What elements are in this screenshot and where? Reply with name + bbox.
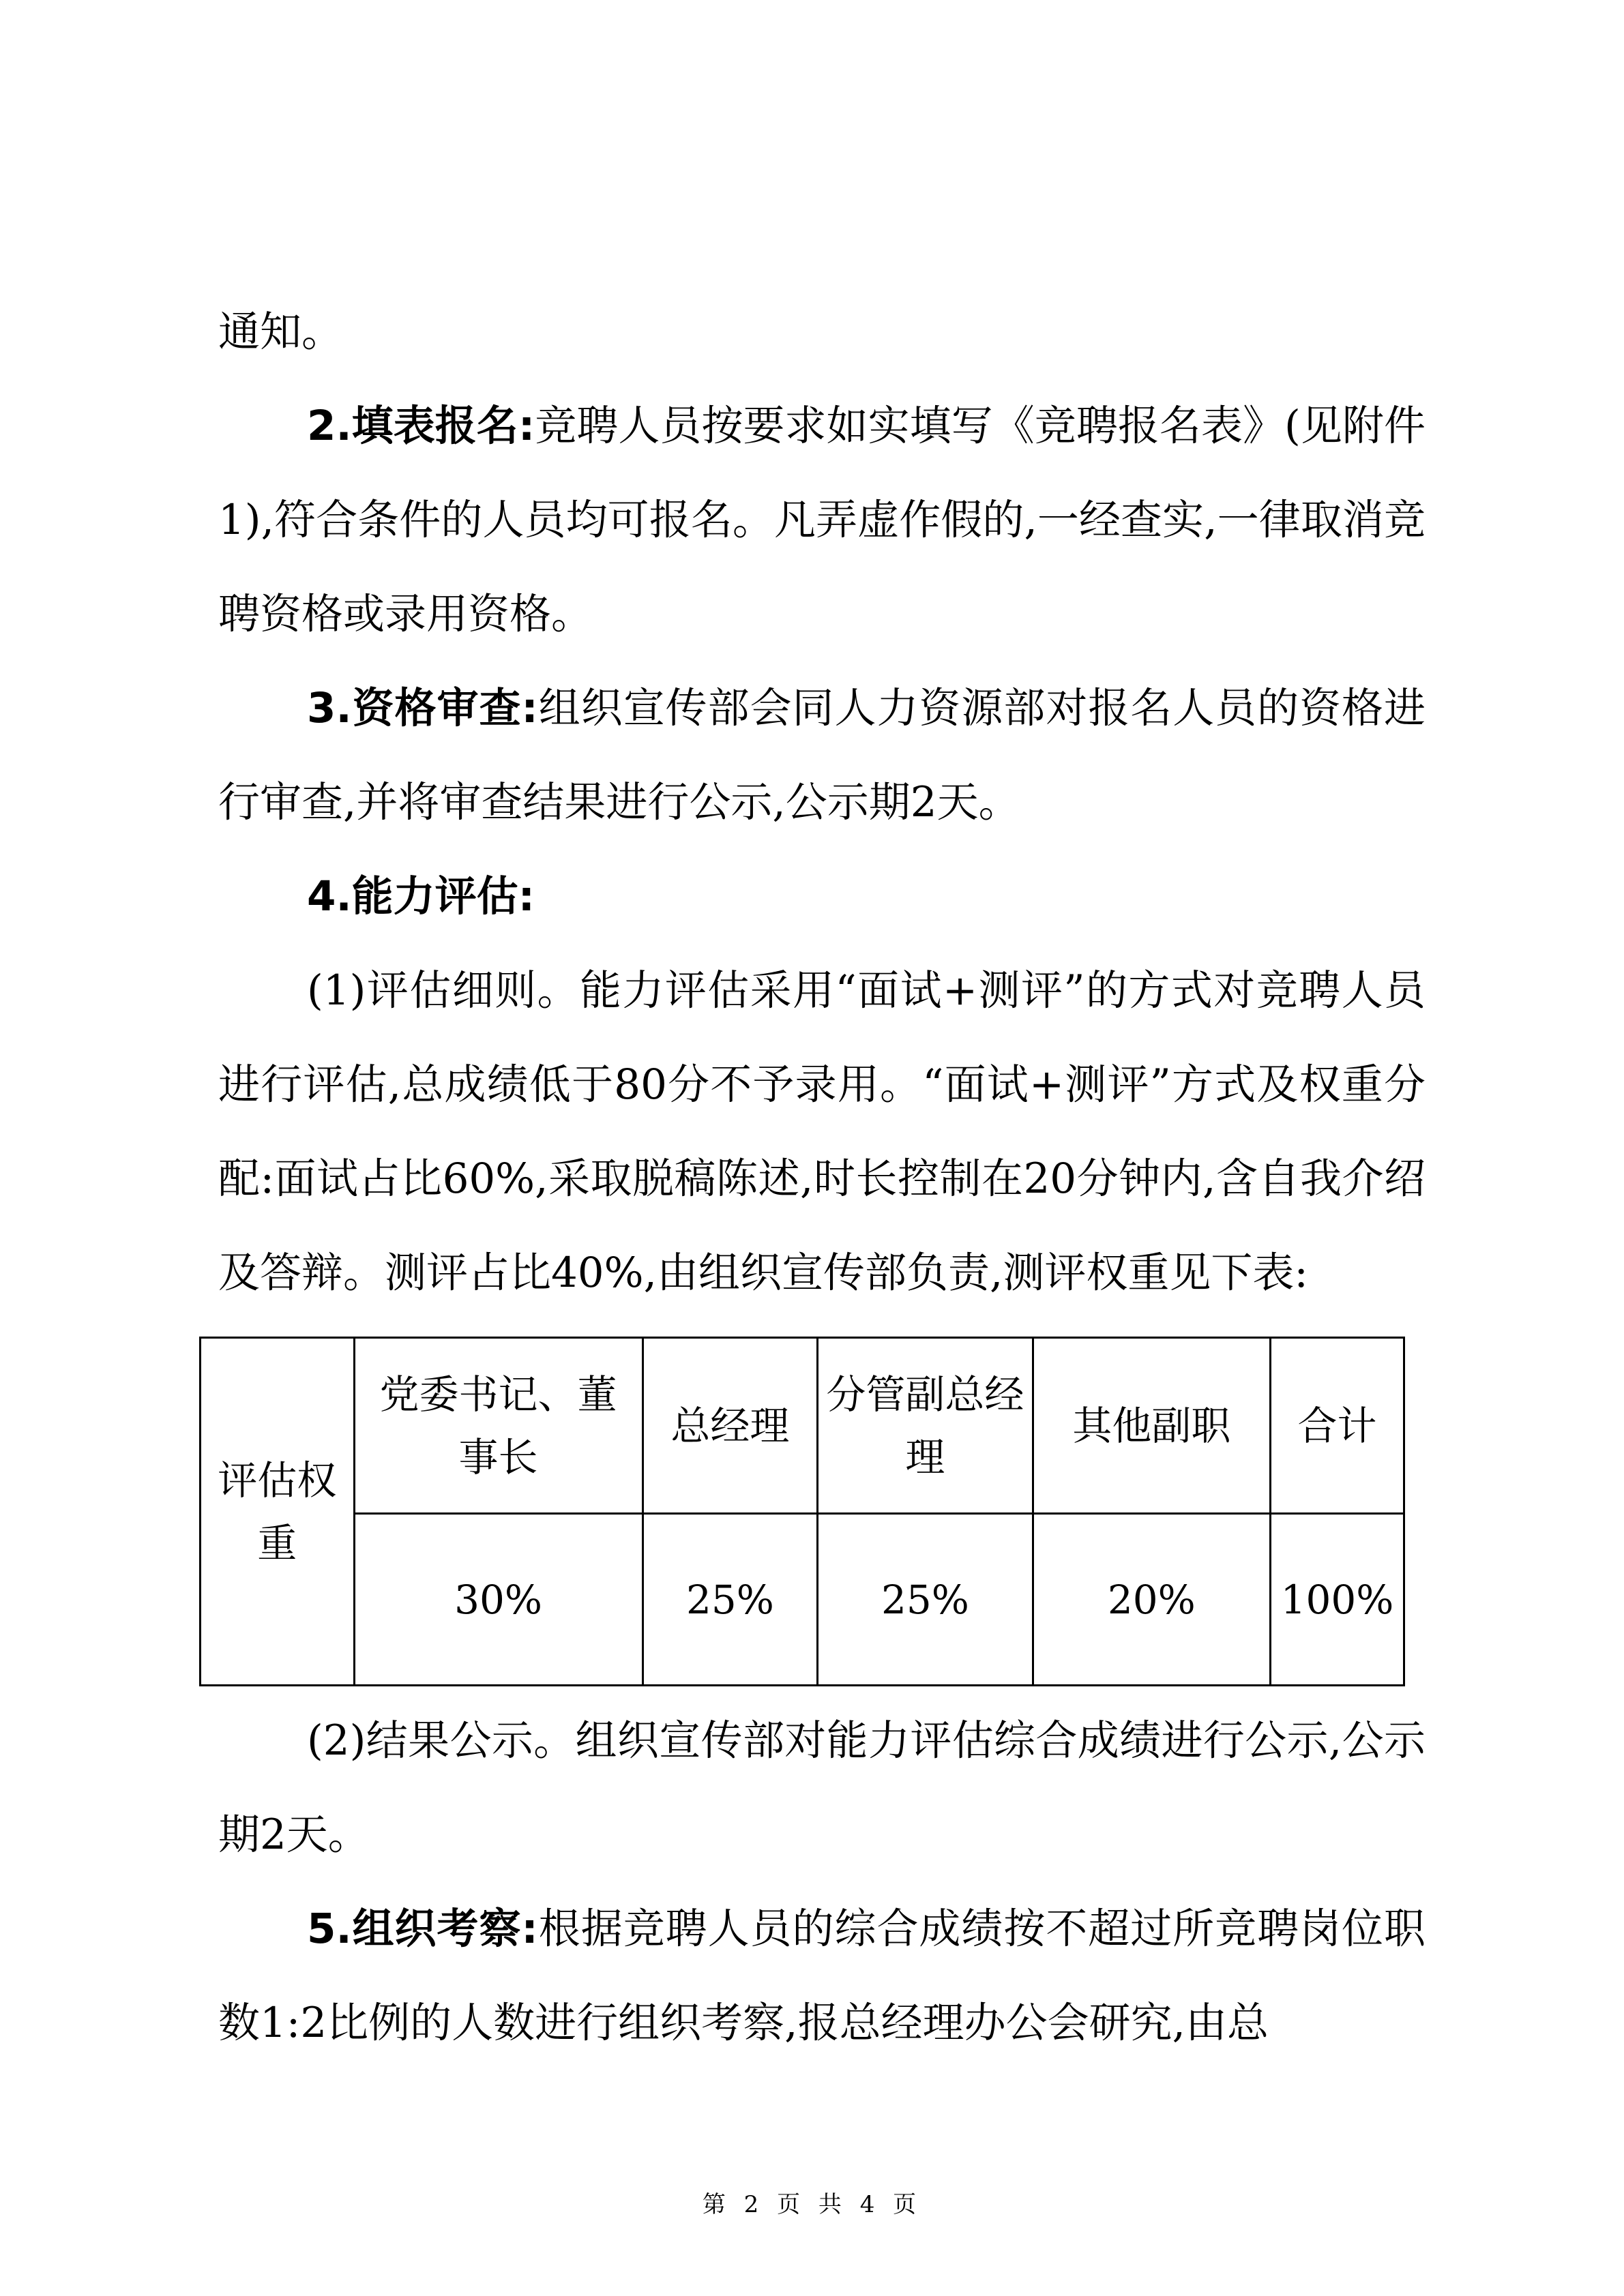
table-row xyxy=(201,1338,1404,1514)
value-cell: 20% xyxy=(1033,1514,1270,1686)
section-heading-organizational-inspection: 5.组织考察: xyxy=(307,1905,538,1953)
header-cell: 合计 xyxy=(1270,1338,1404,1514)
section-heading-qualification-review: 3.资格审查: xyxy=(307,684,538,732)
section-heading-registration: 2.填表报名: xyxy=(307,402,535,450)
paragraph-organizational-inspection xyxy=(218,1882,1426,2070)
paragraph-ability-assessment xyxy=(218,850,1426,944)
value-cell: 30% xyxy=(354,1514,643,1686)
page-footer: 第 2 页 共 4 页 xyxy=(702,2191,922,2218)
paragraph-qualification-review xyxy=(218,661,1426,850)
paragraph-assessment-rules: (1)评估细则。能力评估采用“面试+测评”的方式对竞聘人员进行评估,总成绩低于80分不予录用。“面试+测评”方式及权重分配:面试占比60%,采取脱稿陈述,时长控制在20分钟内,含自我介绍及答辩。测评占比40%,由组织宣传部负责,测评权重见下表: xyxy=(218,966,1426,1297)
value-cell: 25% xyxy=(818,1514,1033,1686)
row-header-cell: 评估权重 xyxy=(201,1338,355,1686)
body-text-lower xyxy=(218,1694,1426,2070)
paragraph-organizational-inspection-text: 根据竞聘人员的综合成绩按不超过所竞聘岗位职数1:2比例的人数进行组织考察,报总经理办公会研究,由总 xyxy=(218,1905,1426,2047)
header-cell: 其他副职 xyxy=(1033,1338,1270,1514)
value-cell: 100% xyxy=(1270,1514,1404,1686)
paragraph-continuation: 通知。 xyxy=(218,308,344,356)
section-heading-ability-assessment: 4.能力评估: xyxy=(307,872,535,921)
paragraph-qualification-review-text: 组织宣传部会同人力资源部对报名人员的资格进行审查,并将审查结果进行公示,公示期2天。 xyxy=(218,684,1426,826)
assessment-weights-table xyxy=(199,1337,1405,1686)
paragraph-results-publicity: (2)结果公示。组织宣传部对能力评估综合成绩进行公示,公示期2天。 xyxy=(218,1716,1426,1859)
header-cell: 党委书记、董事长 xyxy=(354,1338,643,1514)
header-cell: 总经理 xyxy=(643,1338,818,1514)
header-cell: 分管副总经理 xyxy=(818,1338,1033,1514)
paragraph-registration xyxy=(218,379,1426,661)
table-row xyxy=(201,1514,1404,1686)
paragraph-registration-text: 竞聘人员按要求如实填写《竞聘报名表》(见附件1),符合条件的人员均可报名。凡弄虚作假的,一经查实,一律取消竞聘资格或录用资格。 xyxy=(218,402,1426,638)
value-cell: 25% xyxy=(643,1514,818,1686)
body-text-upper xyxy=(218,285,1426,1320)
